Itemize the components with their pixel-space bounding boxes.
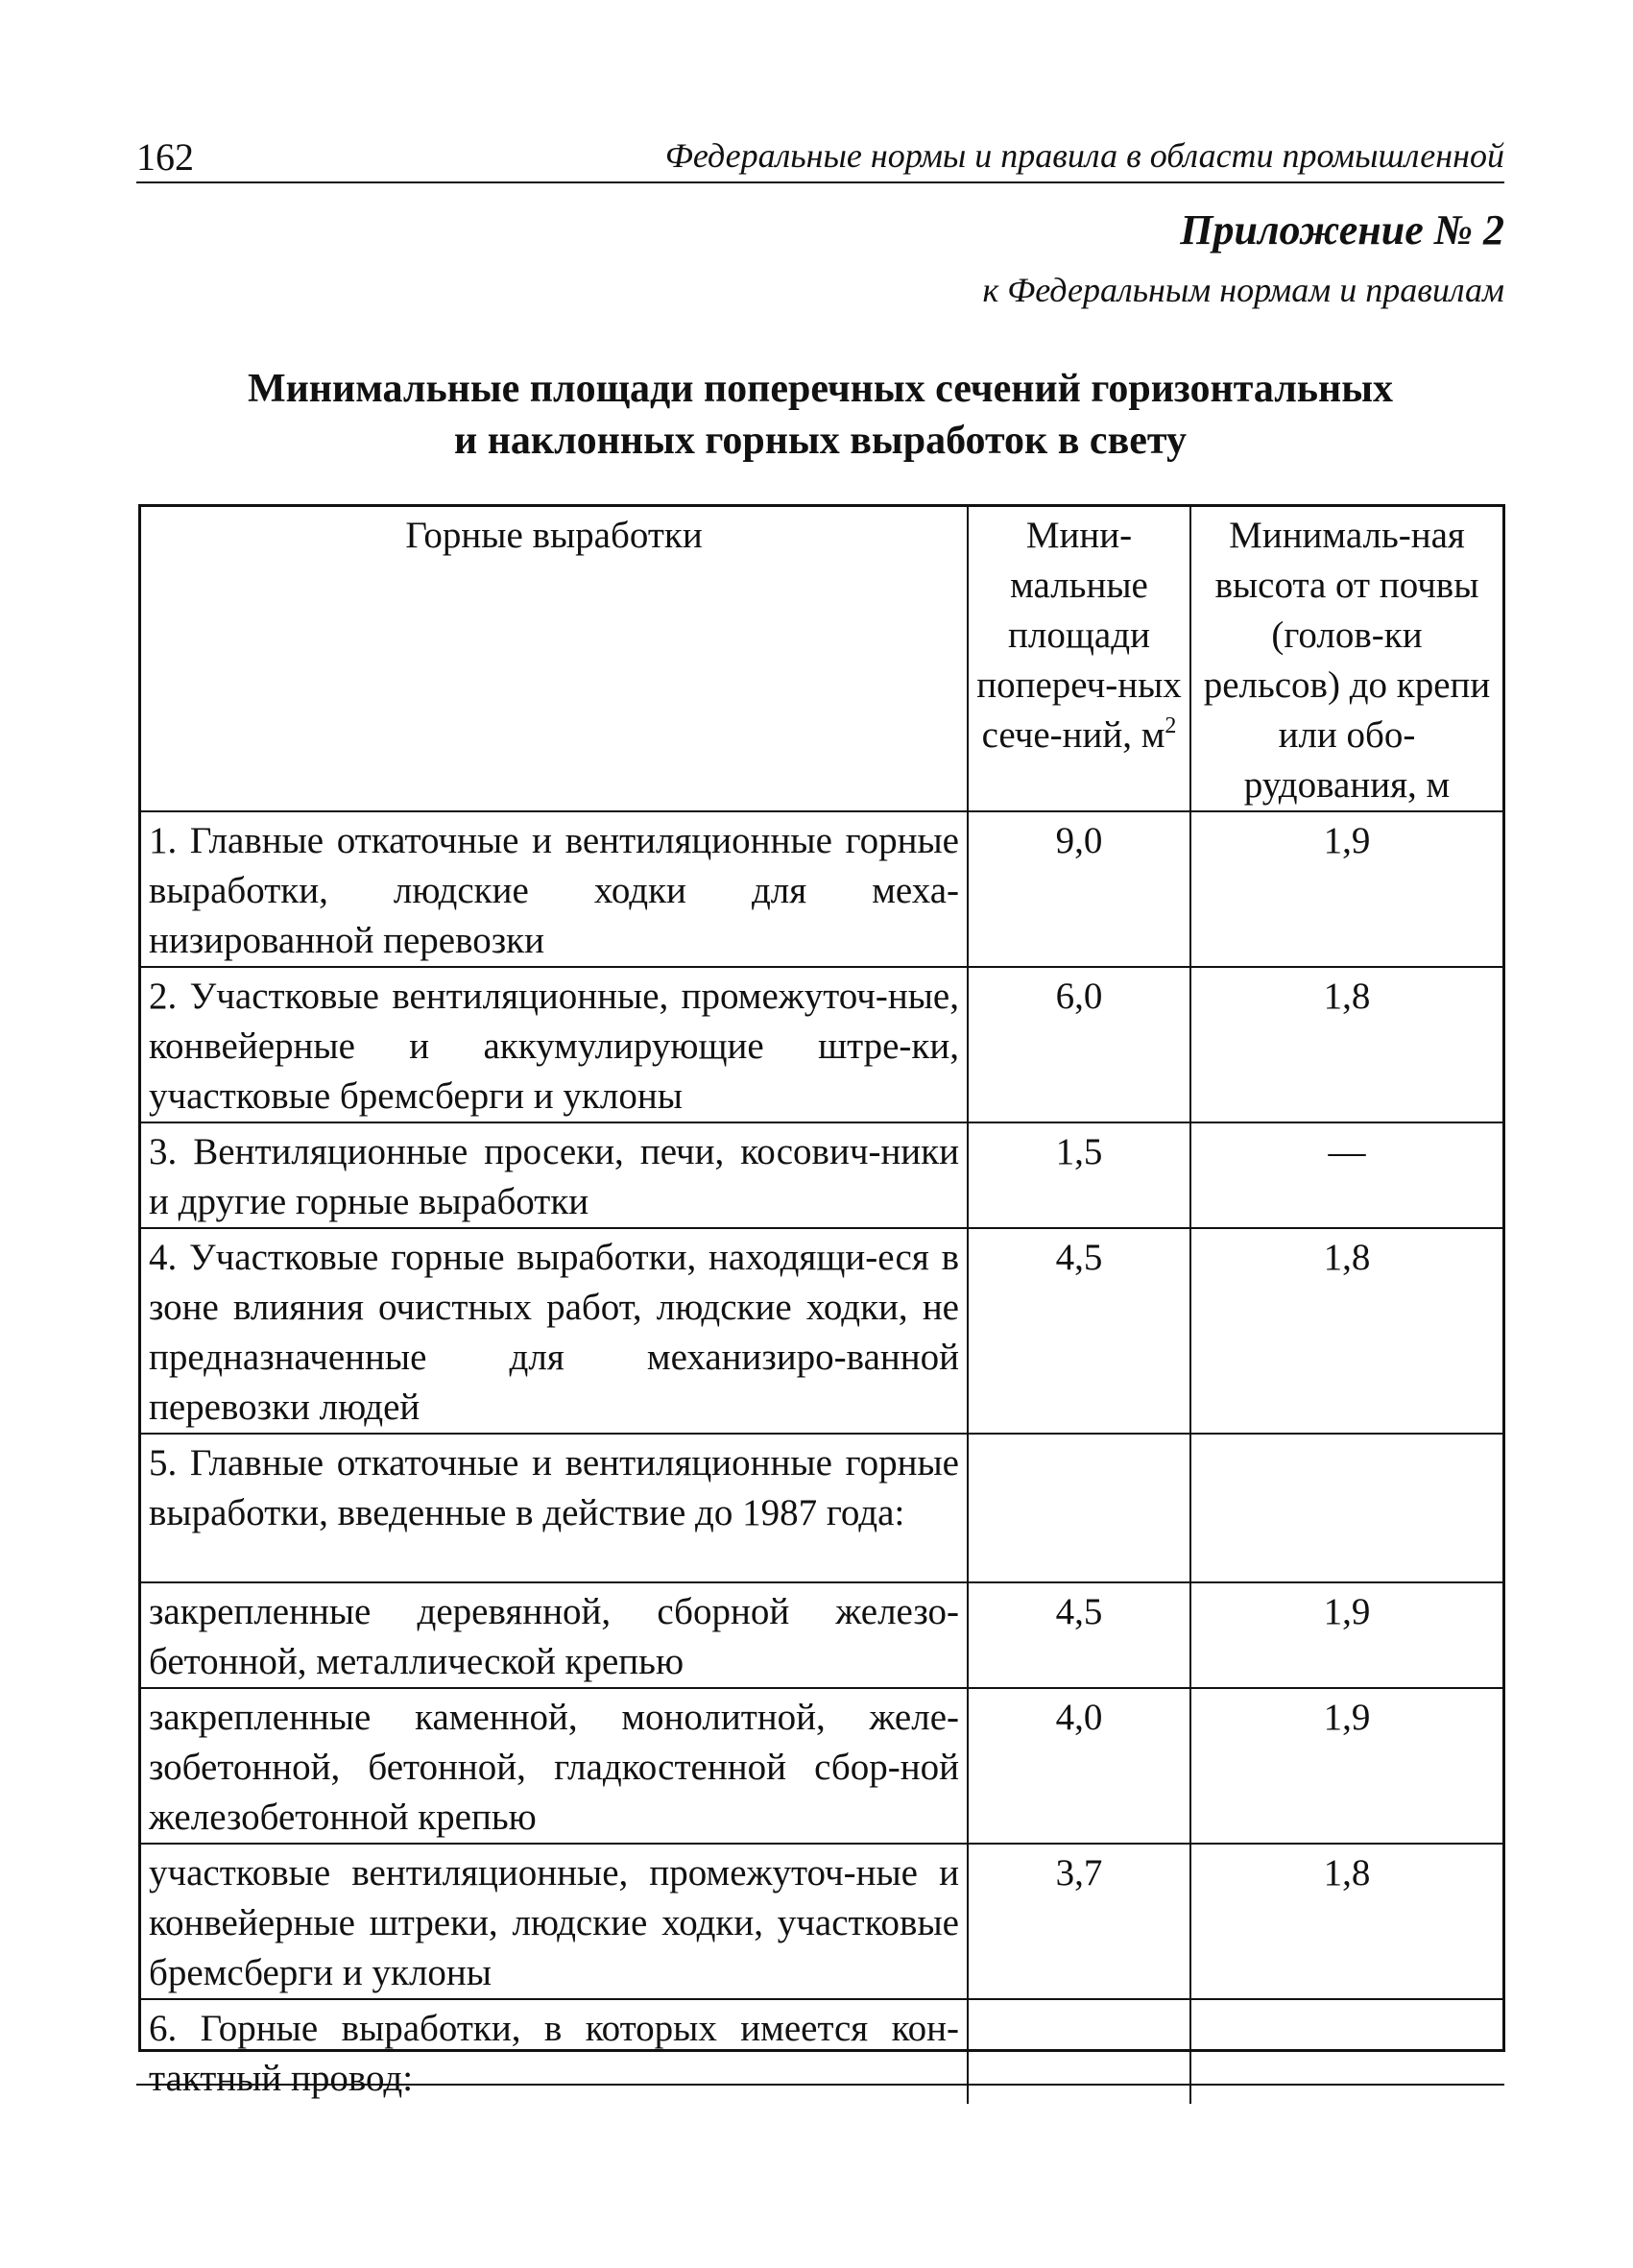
row-5-area — [968, 1434, 1190, 1582]
row-2-area: 6,0 — [968, 967, 1190, 1122]
table-row — [141, 967, 1502, 1122]
row-1-name: 1. Главные откаточные и вентиляционные горные выработки, людские ходки для меха-низированной перевозки — [141, 811, 968, 967]
row-6-height — [1190, 1999, 1502, 2104]
row-5-height — [1190, 1434, 1502, 1582]
header-rule — [136, 181, 1504, 183]
header-workings-label: Горные выработки — [405, 515, 703, 556]
row-4-height: 1,8 — [1190, 1228, 1502, 1434]
row-6-area — [968, 1999, 1190, 2104]
document-title — [136, 363, 1504, 467]
table-row — [141, 811, 1502, 967]
row-5c-area: 3,7 — [968, 1844, 1190, 1999]
row-3-area: 1,5 — [968, 1122, 1190, 1228]
row-4-name: 4. Участковые горные выработки, находящи-еся в зоне влияния очистных работ, людские ходки, не предназначенные для механизиро-ванной перевозки людей — [141, 1228, 968, 1434]
header-workings — [141, 507, 968, 811]
table-header-row — [141, 507, 1502, 811]
footer-rule — [136, 2084, 1504, 2086]
norms-table-frame — [138, 504, 1505, 2099]
header-min-area — [968, 507, 1190, 811]
table-row — [141, 1434, 1502, 1582]
row-5a-height: 1,9 — [1190, 1582, 1502, 1688]
row-5c-height: 1,8 — [1190, 1844, 1502, 1999]
row-5c-name: участковые вентиляционные, промежуточ-ные и конвейерные штреки, людские ходки, участковые бремсберги и уклоны — [141, 1844, 968, 1999]
appendix-subtitle: к Федеральным нормам и правилам — [982, 271, 1504, 309]
row-1-height: 1,9 — [1190, 811, 1502, 967]
page-number: 162 — [136, 135, 194, 179]
row-4-area: 4,5 — [968, 1228, 1190, 1434]
row-5b-height: 1,9 — [1190, 1688, 1502, 1844]
document-title-line-2: и наклонных горных выработок в свету — [454, 419, 1187, 463]
row-2-name: 2. Участковые вентиляционные, промежуточ-ные, конвейерные и аккумулирующие штре-ки, участковые бремсберги и уклоны — [141, 967, 968, 1122]
document-title-line-1: Минимальные площади поперечных сечений горизонтальных — [247, 367, 1394, 411]
row-3-name: 3. Вентиляционные просеки, печи, косович-ники и другие горные выработки — [141, 1122, 968, 1228]
table-row — [141, 1999, 1502, 2104]
header-min-height-label: Минималь-ная высота от почвы (голов-ки рельсов) до крепи или обо-рудования, м — [1203, 515, 1491, 806]
table-row — [141, 1688, 1502, 1844]
table-row — [141, 1582, 1502, 1688]
header-min-height — [1190, 507, 1502, 811]
row-3-height: — — [1190, 1122, 1502, 1228]
table-row — [141, 1228, 1502, 1434]
norms-table — [141, 507, 1502, 2104]
table-row — [141, 1122, 1502, 1228]
header-min-area-unit-superscript: 2 — [1165, 713, 1177, 738]
row-1-area: 9,0 — [968, 811, 1190, 967]
row-5b-name: закрепленные каменной, монолитной, желе-зобетонной, бетонной, гладкостенной сбор-ной железобетонной крепью — [141, 1688, 968, 1844]
header-min-area-label: Мини-мальные площади попереч-ных сече-ний, м — [976, 515, 1182, 756]
row-2-height: 1,8 — [1190, 967, 1502, 1122]
row-5a-name: закрепленные деревянной, сборной железо-бетонной, металлической крепью — [141, 1582, 968, 1688]
row-5b-area: 4,0 — [968, 1688, 1190, 1844]
row-5a-area: 4,5 — [968, 1582, 1190, 1688]
table-row — [141, 1844, 1502, 1999]
running-header: Федеральные нормы и правила в области промышленной — [664, 136, 1504, 175]
appendix-title: Приложение № 2 — [1180, 206, 1504, 253]
row-5-name: 5. Главные откаточные и вентиляционные горные выработки, введенные в действие до 1987 года: — [141, 1434, 968, 1582]
row-6-name: 6. Горные выработки, в которых имеется кон-тактный провод: — [141, 1999, 968, 2104]
